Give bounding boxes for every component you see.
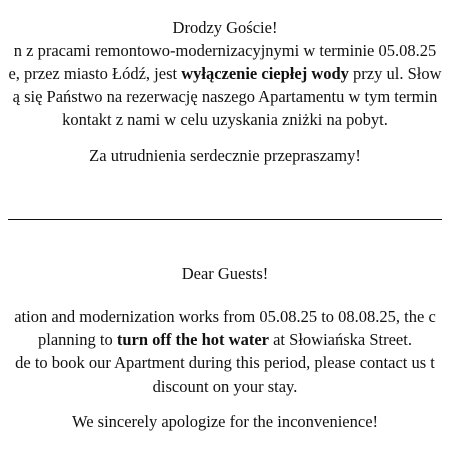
polish-line-4: kontakt z nami w celu uzyskania zniżki na pobyt. bbox=[62, 110, 388, 129]
english-line-1: ation and modernization works from 05.08.25 to 08.08.25, the c bbox=[14, 307, 436, 326]
english-line-2 bbox=[0, 329, 450, 351]
english-line-2-start: planning to bbox=[38, 330, 117, 349]
english-greeting: Dear Guests! bbox=[181, 264, 269, 283]
section-divider bbox=[8, 219, 442, 220]
polish-hot-water-notice: wyłączenie ciepłej wody bbox=[181, 64, 349, 83]
english-line-2-end: at Słowiańska Street. bbox=[268, 330, 412, 349]
english-line-3: de to book our Apartment during this period, please contact us t bbox=[15, 353, 435, 372]
english-apology: We sincerely apologize for the inconvenience! bbox=[71, 412, 379, 431]
polish-line-3: ą się Państwo na rezerwację naszego Apartamentu w tym termin bbox=[12, 87, 438, 106]
polish-line-2-start: e, przez miasto Łódź, jest bbox=[8, 64, 182, 83]
polish-line-1: n z pracami remontowo-modernizacyjnymi w terminie 05.08.25 bbox=[13, 41, 437, 60]
polish-apology: Za utrudnienia serdecznie przepraszamy! bbox=[89, 146, 361, 165]
english-line-4: discount on your stay. bbox=[152, 377, 298, 396]
polish-line-2-end: przy ul. Słow bbox=[348, 64, 442, 83]
english-hot-water-notice: turn off the hot water bbox=[116, 330, 269, 349]
polish-greeting: Drodzy Goście! bbox=[172, 18, 278, 37]
polish-line-2 bbox=[0, 63, 450, 85]
